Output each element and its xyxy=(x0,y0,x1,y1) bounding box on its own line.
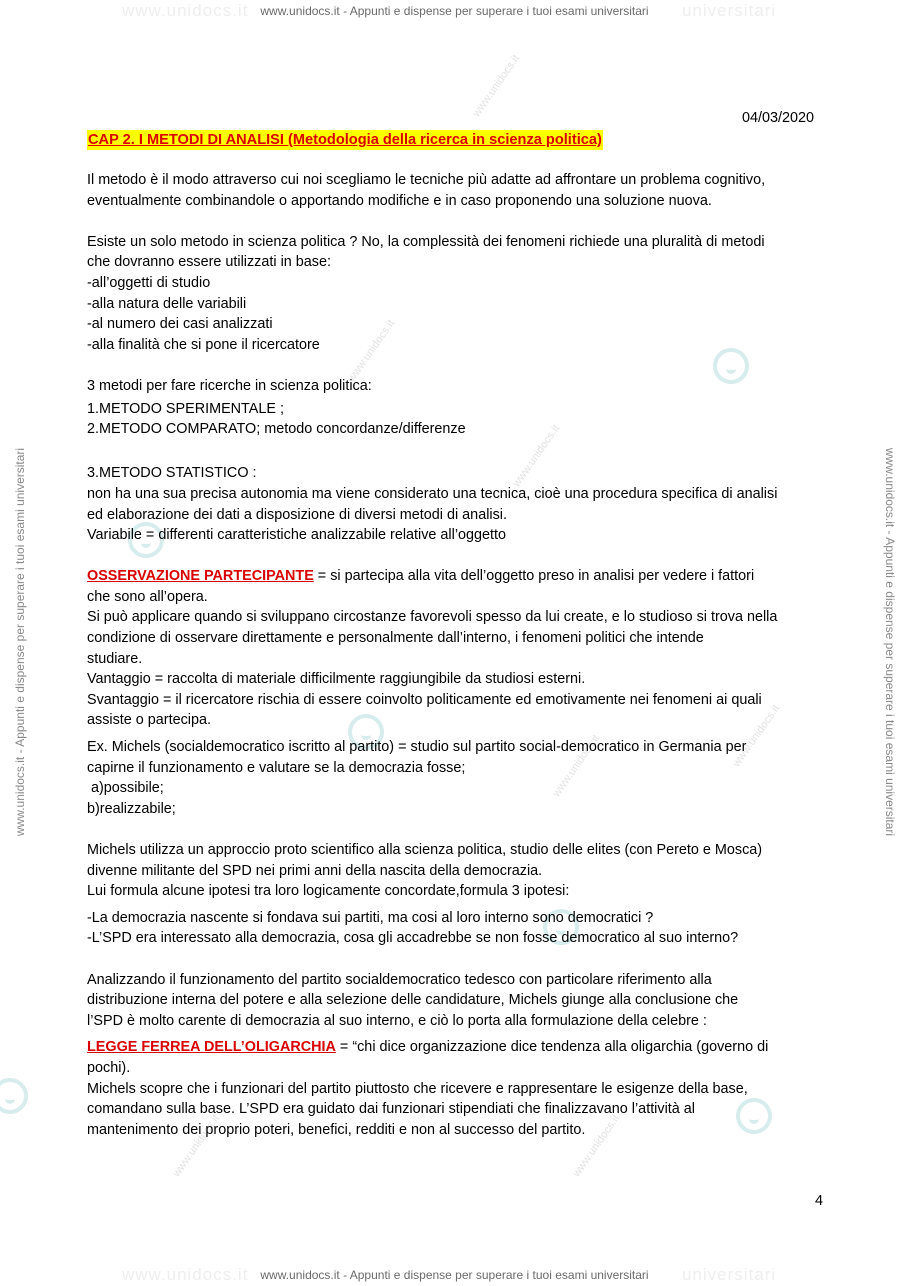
watermark-diagonal: www.unidocs.it xyxy=(730,702,783,770)
text-line: 3 metodi per fare ricerche in scienza politica: xyxy=(87,377,372,394)
list-item: 3.METODO STATISTICO : xyxy=(87,465,257,482)
list-item: b)realizzabile; xyxy=(87,800,176,817)
text-line: Analizzando il funzionamento del partito socialdemocratico tedesco con particolare riferimento alla xyxy=(87,971,712,988)
text-line: Michels utilizza un approccio proto scientifico alla scienza politica, studio delle elites (con Pereto e Mosca) xyxy=(87,842,763,858)
chapter-title: CAP 2. I METODI DI ANALISI (Metodologia della ricerca in scienza politica) xyxy=(88,132,602,148)
text-line: condizione di osservare direttamente e personalmente dall’interno, i fenomeni politici che intende xyxy=(87,630,704,647)
text-line: Ex. Michels (socialdemocratico iscritto al partito) = studio sul partito social-democratico in Germania per xyxy=(87,739,747,756)
text-line: ed elaborazione dei dati a disposizione di diversi metodi di analisi. xyxy=(87,506,507,523)
watermark-left-side: www.unidocs.it - Appunti e dispense per superare i tuoi esami universitari xyxy=(13,447,27,837)
text-line xyxy=(87,1037,827,1058)
paragraph-method-definition: Il metodo è il modo attraverso cui noi scegliamo le tecniche più adatte ad affrontare un problema cognitivo, eventualmente combinandole o apportando modifiche e in caso proponendo una soluzione nuova. xyxy=(87,172,766,209)
list-item: -alla finalità che si pone il ricercatore xyxy=(87,336,320,353)
watermark-bottom: www.unidocs.it - Appunti e dispense per superare i tuoi esami universitari xyxy=(260,1268,649,1282)
text-span: = si partecipa alla vita dell’oggetto preso in analisi per vedere i fattori xyxy=(313,568,755,585)
text-line: studiare. xyxy=(87,650,143,667)
list-item: 2.METODO COMPARATO; metodo concordanze/differenze xyxy=(87,421,466,438)
text-line: Lui formula alcune ipotesi tra loro logicamente concordate,formula 3 ipotesi: xyxy=(87,883,570,900)
watermark-faint-left: www.unidocs.it xyxy=(122,1,249,20)
list-item: a)possibile; xyxy=(87,780,164,797)
list-item: -al numero dei casi analizzati xyxy=(87,316,273,333)
text-line: divenne militante del SPD nei primi anni della nascita della democrazia. xyxy=(87,862,543,879)
text-line: Vantaggio = raccolta di materiale difficilmente raggiungibile da studiosi esterni. xyxy=(87,671,586,688)
watermark-logo-icon xyxy=(0,1078,28,1114)
keyword-legge-ferrea: LEGGE FERREA DELL’OLIGARCHIA xyxy=(87,1039,336,1056)
watermark-diagonal: www.unidocs.it xyxy=(570,1112,623,1180)
text-line: che dovranno essere utilizzati in base: xyxy=(87,254,331,271)
text-line: non ha una sua precisa autonomia ma viene considerato una tecnica, cioè una procedura specifica di analisi xyxy=(87,485,778,502)
page-number: 4 xyxy=(815,1193,824,1209)
watermark-diagonal: www.unidocs.it xyxy=(510,422,563,490)
watermark-faint-right: universitari xyxy=(682,1,777,20)
list-item: 1.METODO SPERIMENTALE ; xyxy=(87,400,284,417)
text-line: pochi). xyxy=(87,1059,131,1076)
watermark-diagonal: www.unidocs.it xyxy=(170,1112,223,1180)
keyword-osservazione-partecipante: OSSERVAZIONE PARTECIPANTE xyxy=(87,568,314,585)
document-date: 04/03/2020 xyxy=(742,110,815,126)
text-line xyxy=(87,566,827,587)
text-line: assiste o partecipa. xyxy=(87,712,211,729)
text-line: Svantaggio = il ricercatore rischia di essere coinvolto politicamente ed emotivamente nei fenomeni ai quali xyxy=(87,691,762,708)
text-line: Michels scopre che i funzionari del partito piuttosto che ricevere e rappresentare le esigenze della base, xyxy=(87,1080,748,1097)
text-line: l’SPD è molto carente di democrazia al suo interno, e ciò lo porta alla formulazione della celebre : xyxy=(87,1012,707,1029)
document-body xyxy=(87,170,827,1140)
text-line: Esiste un solo metodo in scienza politica ? No, la complessità dei fenomeni richiede una pluralità di metodi xyxy=(87,233,765,250)
list-item: -alla natura delle variabili xyxy=(87,295,247,312)
watermark-diagonal: www.unidocs.it xyxy=(470,52,523,120)
text-line: comandano sulla base. L’SPD era guidato dai funzionari stipendiati che finalizzavano l’attività al xyxy=(87,1101,695,1118)
text-line: Variabile = differenti caratteristiche analizzabile relative all’oggetto xyxy=(87,527,507,544)
text-line: che sono all’opera. xyxy=(87,588,208,605)
text-line: capirne il funzionamento e valutare se la democrazia fosse; xyxy=(87,759,466,776)
list-item: -L’SPD era interessato alla democrazia, cosa gli accadrebbe se non fosse democratico al suo interno? xyxy=(87,930,739,947)
text-span: = “chi dice organizzazione dice tendenza alla oligarchia (governo di xyxy=(335,1039,769,1056)
text-line: mantenimento dei proprio poteri, benefici, redditi e non al successo del partito. xyxy=(87,1121,586,1138)
watermark-right-side: www.unidocs.it - Appunti e dispense per superare i tuoi esami universitari xyxy=(883,447,897,837)
text-line: Si può applicare quando si sviluppano circostanze favorevoli spesso da lui create, e lo studioso si trova nella xyxy=(87,609,778,626)
watermark-faint-right-bottom: universitari xyxy=(682,1265,777,1284)
list-item: -all’oggetti di studio xyxy=(87,274,211,291)
list-item: -La democrazia nascente si fondava sui partiti, ma cosi al loro interno sono democratici ? xyxy=(87,909,654,926)
watermark-diagonal: www.unidocs.it xyxy=(550,732,603,800)
text-line: distribuzione interna del potere e alla selezione delle candidature, Michels giunge alla conclusione che xyxy=(87,992,739,1009)
watermark-top: www.unidocs.it - Appunti e dispense per superare i tuoi esami universitari xyxy=(260,4,649,18)
watermark-faint-left-bottom: www.unidocs.it xyxy=(122,1265,249,1284)
watermark-diagonal: www.unidocs.it xyxy=(345,317,398,385)
